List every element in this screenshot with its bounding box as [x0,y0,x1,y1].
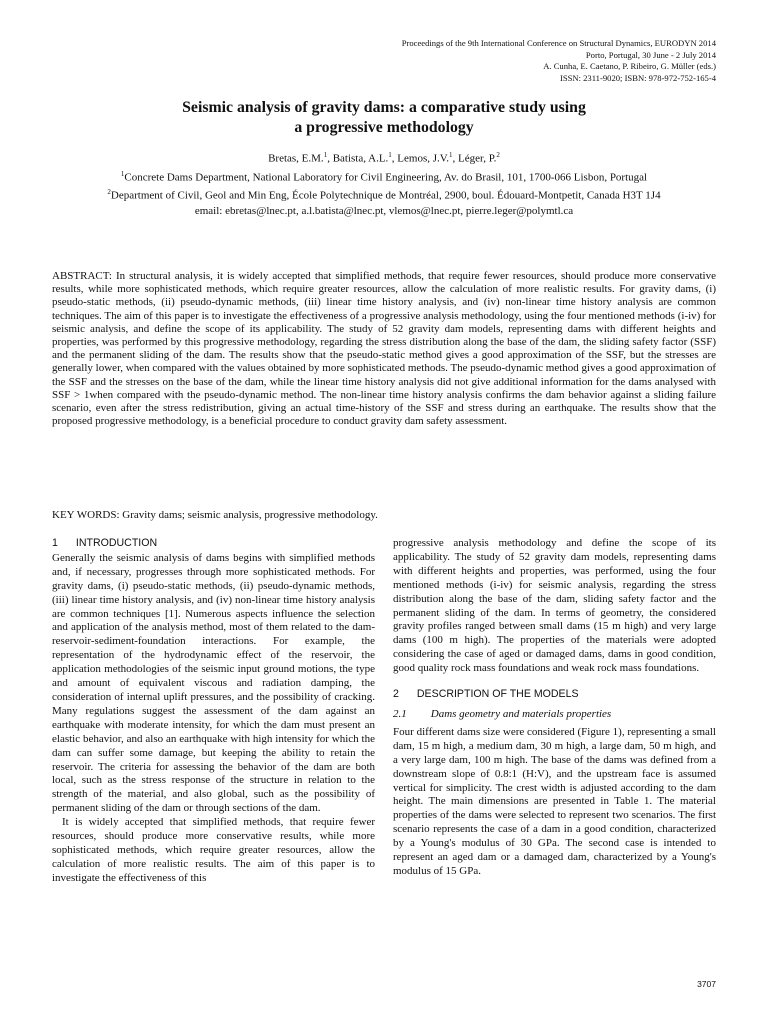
author-name: Lemos, J.V. [397,152,450,165]
affiliation-text: Concrete Dams Department, National Laboratory for Civil Engineering, Av. do Brasil, 101, 1700-066 Lisbon, Portugal [124,171,648,184]
subsection-title: Dams geometry and materials properties [430,707,612,720]
section-title: INTRODUCTION [75,537,158,549]
affiliation-1 [52,167,716,186]
section-title: DESCRIPTION OF THE MODELS [416,688,579,701]
affiliation-mark: 1 [120,169,125,178]
section-heading-introduction [52,537,375,551]
paragraph: progressive analysis methodology and define the scope of its applicability. The study of 52 gravity dam models, representing dams with different heights and properties, was performed, using the four mentioned methods (i-iv) for seismic analysis, regarding the stress distribution along the base of the dam, sliding safety factor and the permanent sliding of the dam. In terms of geometry, the considered gravity profiles ranged between small dams (15 m high) and very large dams (100 m high). The properties of the materials were adopted considering the case of aged or damaged dams, dams in good condition, good quality rock mass foundations and weak rock mass foundations. [393,537,716,675]
author-list: Bretas, E.M.$^1$, Batista, A.L.$^1$, Lemos, J.V.$^1$, Léger, P.$^2$ [268,151,500,165]
author-affiliation-mark: 1 [449,151,453,159]
section-number: 1 [52,537,58,549]
subsection-heading-geometry [393,708,716,722]
left-column [52,537,375,886]
header-line-conference: Proceedings of the 9th International Conference on Structural Dynamics, EURODYN 2014 [401,38,716,48]
header-line-issn: ISSN: 2311-9020; ISBN: 978-972-752-165-4 [559,72,716,83]
affiliation-2 [52,185,716,204]
header-line-location: Porto, Portugal, 30 June - 2 July 2014 [585,49,716,60]
author-affiliation-mark: 1 [323,151,328,159]
section-number: 2 [393,688,399,701]
paper-title-line-2: a progressive methodology [294,119,474,136]
paper-title [52,98,716,138]
subsection-number: 2.1 [393,707,407,720]
author-name: Bretas, E.M. [268,152,324,165]
keywords: KEY WORDS: Gravity dams; seismic analysis, progressive methodology. [52,509,378,521]
author-emails: email: ebretas@lnec.pt, a.l.batista@lnec.pt, vlemos@lnec.pt, pierre.leger@polymtl.ca [194,204,574,217]
paper-title-line-1: Seismic analysis of gravity dams: a comparative study using [182,99,586,116]
affiliation-text: Department of Civil, Geol and Min Eng, École Polytechnique de Montréal, 2900, boul. Édouard-Montpetit, Canada H3T 1J4 [110,189,661,202]
author-name: Léger, P. [458,152,497,165]
author-affiliation-mark: 1 [388,151,392,159]
authors-block [52,148,716,219]
paragraph: Generally the seismic analysis of dams begins with simplified methods and, if necessary, progresses through more sophisticated methods. For gravity dams, (i) pseudo-static methods, (ii) pseudo-dynamic methods, (iii) linear time history analysis, and (iv) non-linear time history analysis are common techniques [1]. Numerous aspects influence the selection and application of the analysis method, most of them related to the dam-reservoir-sediment-foundation interactions. For example, the representation of the hydrodynamic effect of the reservoir, the application methodologies of the seismic input ground motions, the type and amount of equivalent viscous and radiation damping, the consideration of internal uplift pressures, and the possibility of cracking. Many regulations suggest the assessment of the dam against an earthquake with moderate intensity, for which the dam must present an elastic behavior, and also an earthquake with high intensity for which the dam can suffer some damage, but keeping the ability to retain the reservoir. The criteria for assessing the behavior of the dam are both local, such as the stress response of the structure in relation to the strength of the material, and also global, such as the possibility of permanent sliding of the dam or through sections of the dam. [52,551,375,815]
affiliation-mark: 2 [107,188,111,197]
proceedings-header [402,38,716,84]
right-column [393,537,716,879]
section-heading-description [393,688,716,702]
title-block [52,98,716,219]
page-number: 3707 [697,979,716,989]
paragraph: It is widely accepted that simplified methods, that require fewer resources, should produce more conservative results, while more sophisticated methods, which require greater resources, allow the calculation of more realistic results. The aim of this paper is to investigate the effectiveness of this [52,816,375,884]
abstract: ABSTRACT: In structural analysis, it is widely accepted that simplified methods, that require fewer resources, should produce more conservative results, while more sophisticated methods, which require greater resources, allow the calculation of more realistic results. For gravity dams, (i) pseudo-static methods, (ii) pseudo-dynamic methods, (iii) linear time history analysis, and (iv) non-linear time history analysis are common techniques. The aim of this paper is to investigate the effectiveness of a progressive analysis methodology, using the four mentioned methods (i-iv) for seismic analysis, and define the scope of its applicability. The study of 52 gravity dam models, representing dams with different heights and properties, was performed by this progressive methodology, regarding the stress distribution along the base of the dam, the sliding safety factor (SSF) and the permanent sliding of the dam. The results show that the pseudo-static method gives a good approximation of the SSF, but the stresses are generally lower, when compared with the values obtained by more sophisticated methods. The pseudo-dynamic method gives a good approximation of the SSF and the stresses on the base of the dam, while the linear time history analysis did not give additional information for the dams analysed with SSF > 1when compared with the pseudo-dynamic method. The non-linear time history analysis confirms the dam behavior against a sliding failure scenario, even after the stress redistribution, giving an actual time-history of the SSF and stress during an earthquake. The results show that the proposed progressive methodology, is a beneficial procedure to conduct gravity dam safety assessment. [52,270,716,428]
header-line-editors: A. Cunha, E. Caetano, P. Ribeiro, G. Müller (eds.) [543,61,716,72]
paragraph: Four different dams size were considered (Figure 1), representing a small dam, 15 m high, a medium dam, 30 m high, a large dam, 50 m high, and a very large dam, 100 m high. The base of the dams was defined from a downstream slope of 0.8:1 (H:V), and the upstream face is assumed vertical for simplicity. The crest width is adjusted according to the dam height. The main dimensions are presented in Table 1. The material properties of the dams were selected to represent two scenarios. The first scenario represents the case of a dam in a good condition, characterized by a Young's modulus of 30 GPa. The second case is intended to represent an aged dam or a damaged dam, characterized by a Young's modulus of 15 GPa. [393,725,716,877]
author-affiliation-mark: 2 [496,151,500,159]
author-name: Batista, A.L. [332,152,389,165]
